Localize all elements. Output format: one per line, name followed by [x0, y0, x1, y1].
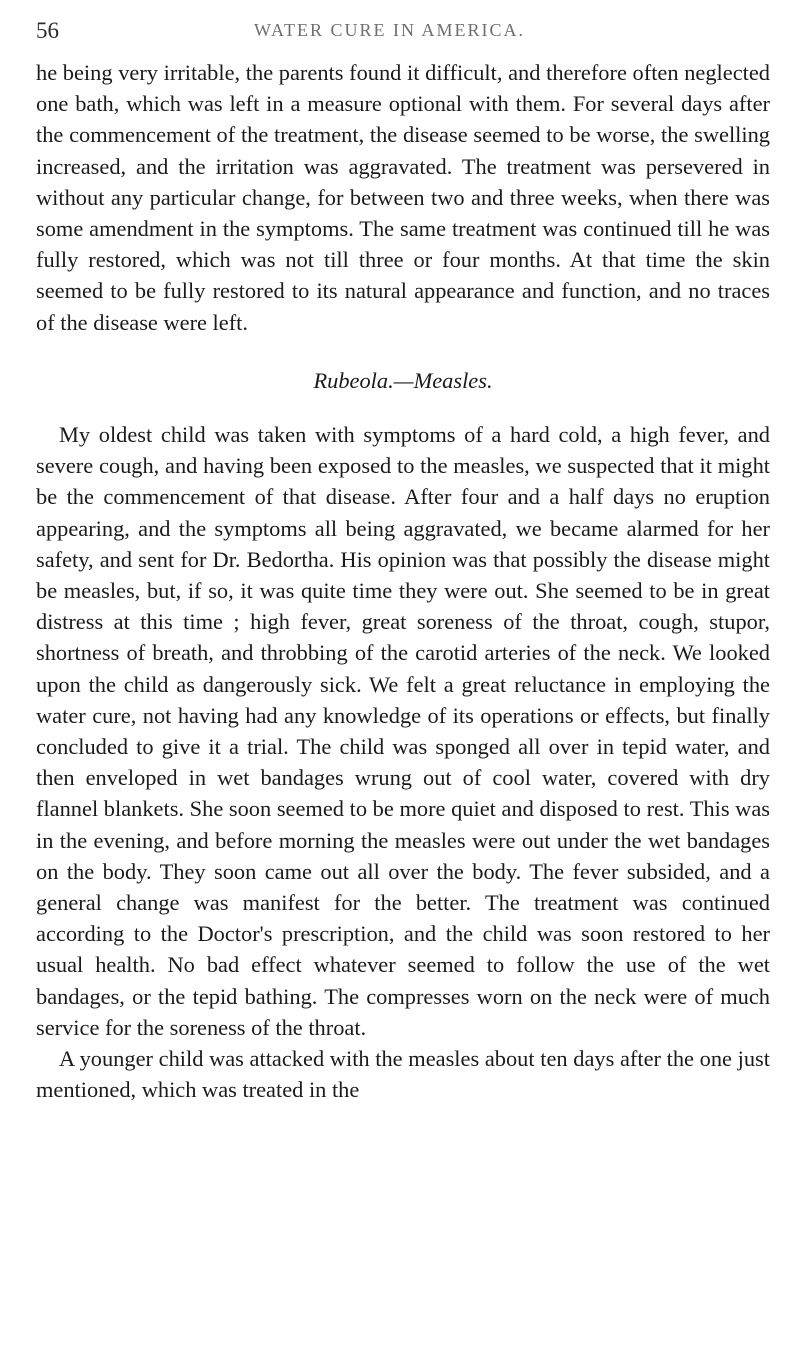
section-heading: Rubeola.—Measles. — [313, 367, 493, 393]
page-body — [36, 57, 770, 1106]
page-number: 56 — [36, 18, 59, 43]
paragraph-continued: he being very irritable, the parents found it difficult, and therefore often neglected one bath, which was left in a measure optional with them. For several days after the commencement of the treatment, the disease seemed to be worse, the swelling increased, and the irritation was aggravated. The treatment was persevered in without any particular change, for between two and three weeks, when there was some amendment in the symptoms. The same treatment was continued till he was fully restored, which was not till three or four months. At that time the skin seemed to be fully restored to its natural appearance and function, and no traces of the disease were left. — [36, 60, 770, 335]
running-head: WATER CURE IN AMERICA. — [254, 20, 526, 40]
page-header — [36, 18, 776, 42]
paragraph-measles-case: My oldest child was taken with symptoms of a hard cold, a high fever, and severe cough, and having been exposed to the measles, we suspected that it might be the commencement of that disease. After four and a half days no eruption appearing, and the symptoms all being aggravated, we became alarmed for her safety, and sent for Dr. Bedortha. His opinion was that possibly the disease might be measles, but, if so, it was quite time they were out. She seemed to be in great distress at this time ; high fever, great soreness of the throat, cough, stupor, shortness of breath, and throbbing of the carotid arteries of the neck. We looked upon the child as dangerously sick. We felt a great reluctance in employing the water cure, not having had any knowledge of its operations or effects, but finally concluded to give it a trial. The child was sponged all over in tepid water, and then enveloped in wet bandages wrung out of cool water, covered with dry flannel blankets. She soon seemed to be more quiet and disposed to rest. This was in the evening, and before morning the measles were out under the wet bandages on the body. They soon came out all over the body. The fever subsided, and a general change was manifest for the better. The treatment was continued according to the Doctor's prescription, and the child was soon restored to her usual health. No bad effect whatever seemed to follow the use of the wet bandages, or the tepid bathing. The compresses worn on the neck were of much service for the soreness of the throat. — [36, 422, 770, 1040]
paragraph-younger-child: A younger child was attacked with the measles about ten days after the one just mentioned, which was treated in the — [36, 1046, 770, 1103]
